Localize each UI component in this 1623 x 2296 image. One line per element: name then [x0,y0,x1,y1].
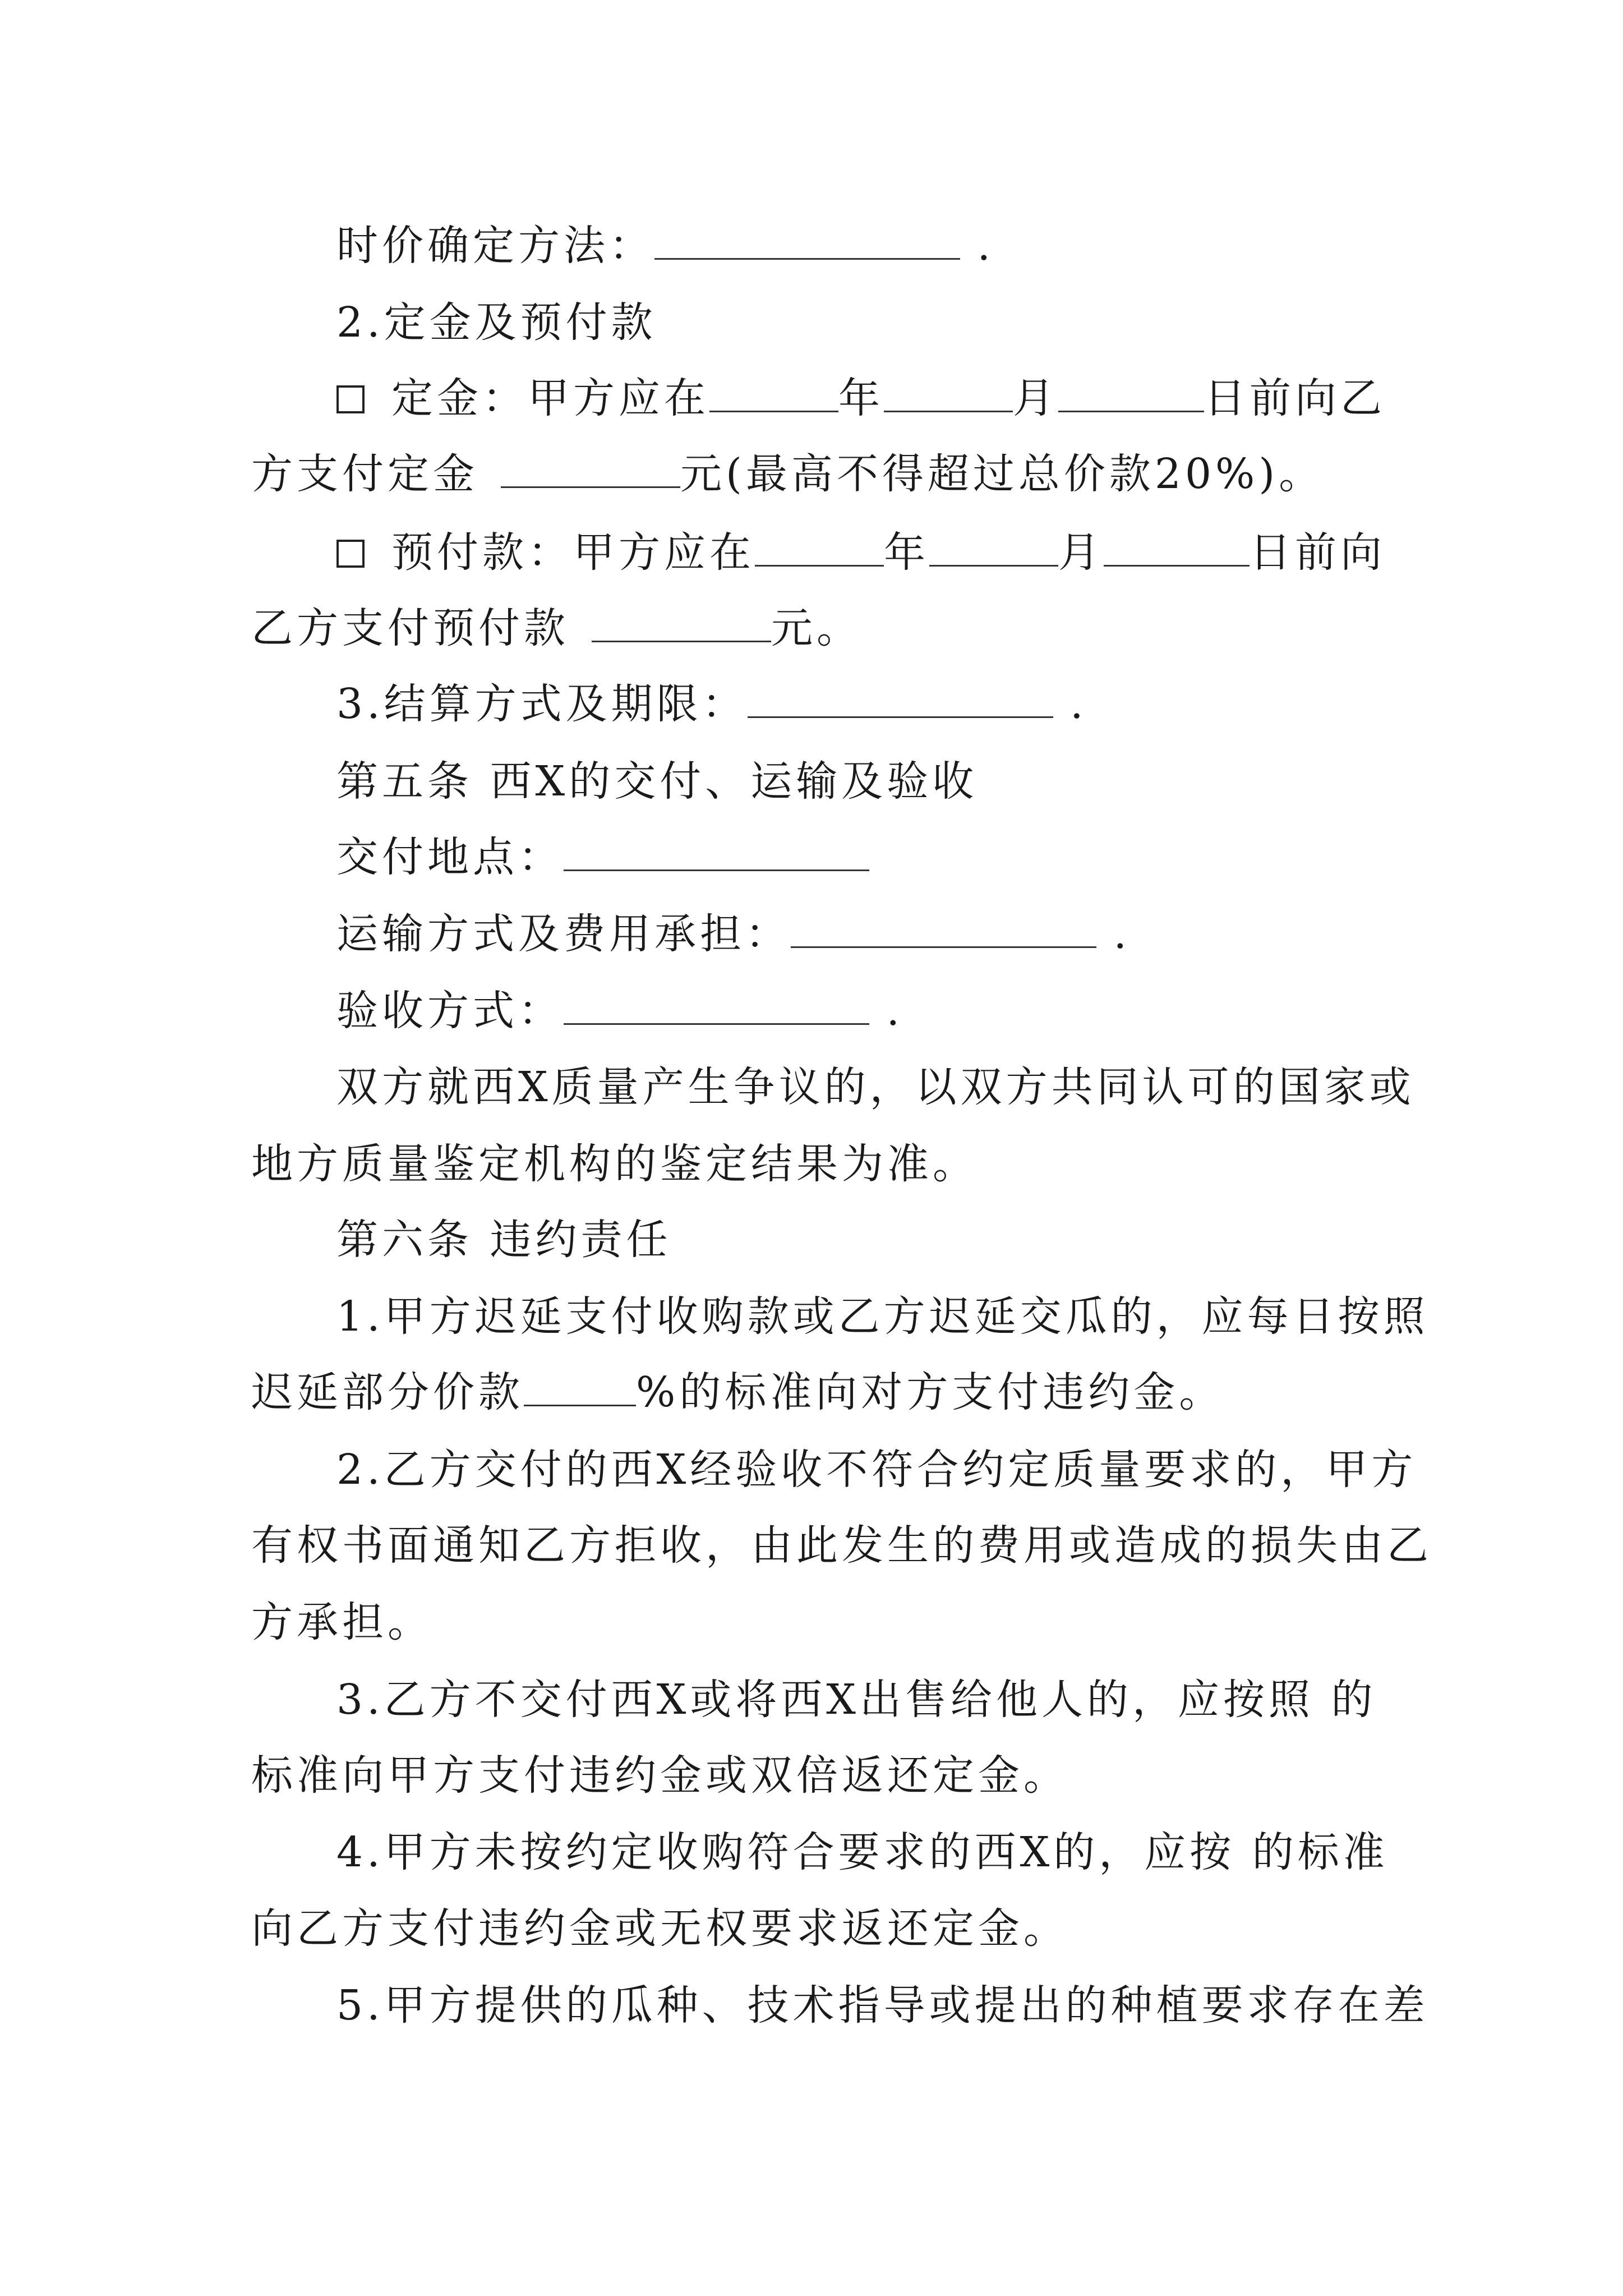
year-label: 年 [838,374,884,422]
deposit-heading: 2.定金及预付款 [336,298,657,347]
late-percent-blank [524,1370,636,1406]
deposit-label: 定金：甲方应在 [391,374,709,422]
month-label: 月 [1013,374,1058,422]
late-payment-label: 迟延部分价款 [251,1368,524,1416]
clause-4-line2: 向乙方支付违约金或无权要求返还定金。 [251,1904,1069,1953]
line-end-dot: . [1053,680,1087,728]
prepayment-day-blank [1104,530,1249,567]
clause-2-line1: 2.乙方交付的西X经验收不符合约定质量要求的，甲方 [336,1446,1417,1494]
price-method-line [336,218,994,274]
prepayment-line [336,524,1386,581]
settlement-line [336,676,1087,732]
day-label: 日前向乙 [1204,374,1386,422]
deposit-limit-text: 元(最高不得超过总价款20%)。 [680,450,1325,498]
prepayment-year-blank [755,530,884,567]
dispute-paragraph-line2: 地方质量鉴定机构的鉴定结果为准。 [251,1140,978,1188]
article-five-heading: 第五条 西X的交付、运输及验收 [336,757,978,806]
deposit-amount-blank [501,452,680,488]
deposit-month-blank [884,376,1013,412]
prepayment-month-blank [929,530,1058,567]
inspection-blank [564,988,869,1025]
clause-1-line2 [251,1364,1224,1420]
yuan-label: 元。 [771,604,862,652]
deposit-amount-line [251,446,1324,502]
inspection-line [336,983,903,1039]
prepayment-amount-blank [592,606,771,642]
deposit-line [336,370,1386,426]
clause-1-line1: 1.甲方迟延支付收购款或乙方迟延交瓜的，应每日按照 [336,1292,1429,1341]
delivery-location-blank [564,835,869,871]
deposit-amount-label: 方支付定金 [251,450,478,498]
line-end-dot: . [960,222,995,270]
clause-2-line3: 方承担。 [251,1598,433,1646]
prepayment-checkbox[interactable] [336,540,365,568]
clause-4-line1: 4.甲方未按约定收购符合要求的西X的，应按 的标准 [336,1828,1389,1876]
transport-label: 运输方式及费用承担： [336,910,791,958]
dispute-paragraph-line1: 双方就西X质量产生争议的，以双方共同认可的国家或 [336,1063,1415,1111]
deposit-day-blank [1058,376,1204,412]
clause-2-line2: 有权书面通知乙方拒收，由此发生的费用或造成的损失由乙 [251,1521,1432,1570]
year-label: 年 [884,528,929,577]
inspection-label: 验收方式： [336,987,564,1035]
settlement-blank [748,682,1053,718]
late-payment-rest: %的标准向对方支付违约金。 [636,1368,1225,1416]
settlement-label: 3.结算方式及期限： [336,680,748,728]
line-end-dot: . [1096,910,1131,958]
transport-blank [791,912,1096,948]
prepayment-label: 预付款：甲方应在 [391,528,755,577]
transport-line [336,906,1131,962]
delivery-location-label: 交付地点： [336,833,564,881]
clause-3-line1: 3.乙方不交付西X或将西X出售给他人的，应按照 的 [336,1676,1377,1724]
article-six-heading: 第六条 违约责任 [336,1216,672,1264]
day-label: 日前向 [1249,528,1386,577]
line-end-dot: . [869,987,904,1035]
price-method-blank [654,223,960,260]
clause-3-line2: 标准向甲方支付违约金或双倍返还定金。 [251,1751,1069,1800]
prepayment-amount-label: 乙方支付预付款 [251,604,569,652]
delivery-location-line [336,829,869,885]
deposit-year-blank [709,376,838,412]
price-method-label: 时价确定方法： [336,222,654,270]
clause-5-line1: 5.甲方提供的瓜种、技术指导或提出的种植要求存在差 [336,1981,1429,2030]
deposit-checkbox[interactable] [336,385,365,413]
month-label: 月 [1058,528,1104,577]
prepayment-amount-line [251,600,862,656]
